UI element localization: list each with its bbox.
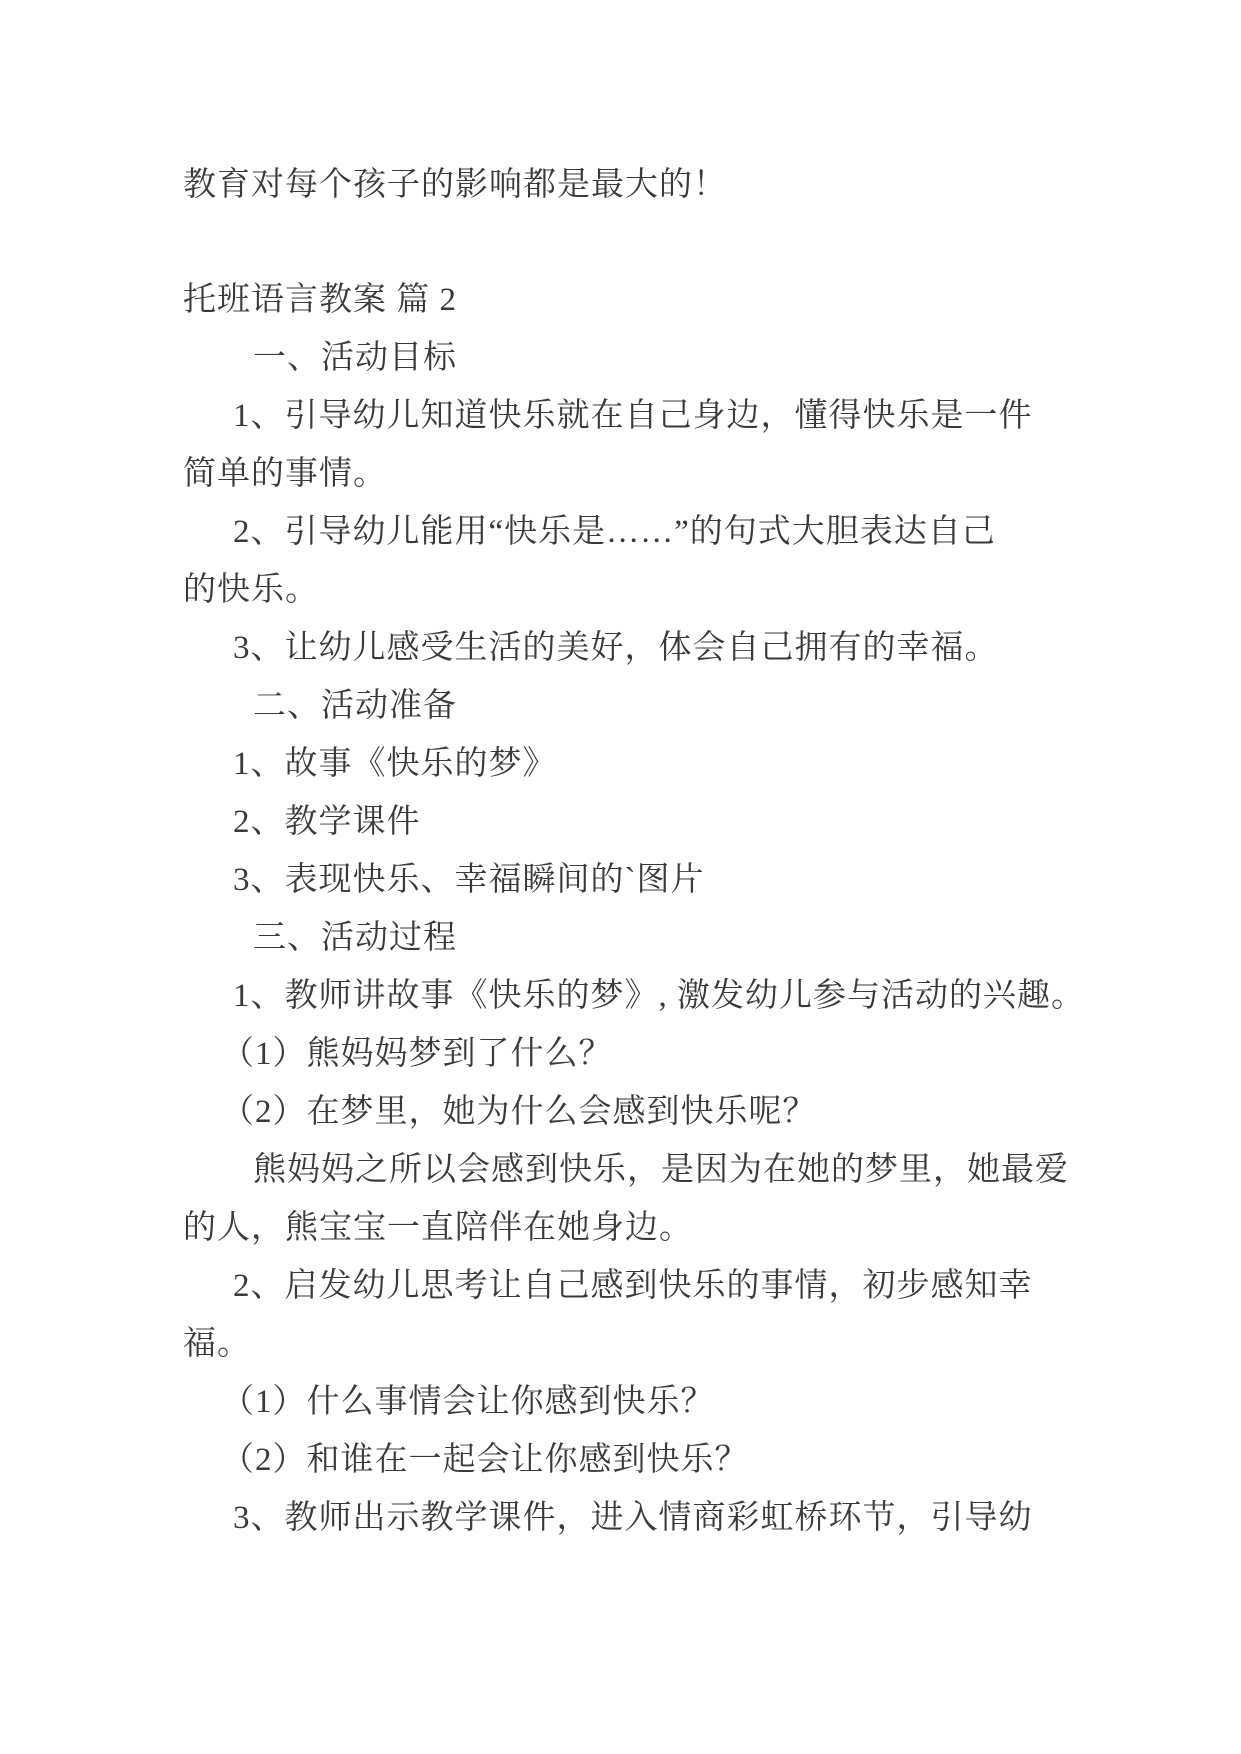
text-line: 托班语言教案 篇 2 bbox=[183, 282, 457, 318]
text-line: （1）什么事情会让你感到快乐？ bbox=[221, 1384, 715, 1420]
text-line: 3、教师出示教学课件，进入情商彩虹桥环节，引导幼 bbox=[233, 1500, 1033, 1536]
text-line: 2、引导幼儿能用“快乐是……”的句式大胆表达自己 bbox=[233, 514, 996, 550]
text-line: （2）在梦里，她为什么会感到快乐呢？ bbox=[221, 1094, 817, 1130]
text-line: 1、引导幼儿知道快乐就在自己身边，懂得快乐是一件 bbox=[233, 398, 1033, 434]
text-line: 1、教师讲故事《快乐的梦》, 激发幼儿参与活动的兴趣。 bbox=[233, 978, 1085, 1014]
text-line: 2、启发幼儿思考让自己感到快乐的事情，初步感知幸 bbox=[233, 1268, 1033, 1304]
text-line: 简单的事情。 bbox=[183, 456, 387, 492]
text-line: 福。 bbox=[183, 1326, 251, 1362]
text-line: 的快乐。 bbox=[183, 572, 319, 608]
text-line: 三、活动过程 bbox=[253, 920, 457, 956]
text-line: 3、让幼儿感受生活的美好，体会自己拥有的幸福。 bbox=[233, 630, 999, 666]
text-line: 3、表现快乐、幸福瞬间的`图片 bbox=[233, 862, 705, 898]
text-line: （1）熊妈妈梦到了什么？ bbox=[221, 1036, 613, 1072]
text-line: 一、活动目标 bbox=[253, 340, 457, 376]
text-line: 教育对每个孩子的影响都是最大的！ bbox=[183, 167, 727, 203]
document-text-block bbox=[183, 156, 1085, 1547]
text-line: 1、故事《快乐的梦》 bbox=[233, 746, 557, 782]
text-line: 的人，熊宝宝一直陪伴在她身边。 bbox=[183, 1210, 693, 1246]
text-line: （2）和谁在一起会让你感到快乐？ bbox=[221, 1442, 749, 1478]
text-line: 熊妈妈之所以会感到快乐，是因为在她的梦里，她最爱 bbox=[253, 1152, 1069, 1188]
text-line: 二、活动准备 bbox=[253, 688, 457, 724]
text-line: 2、教学课件 bbox=[233, 804, 421, 840]
